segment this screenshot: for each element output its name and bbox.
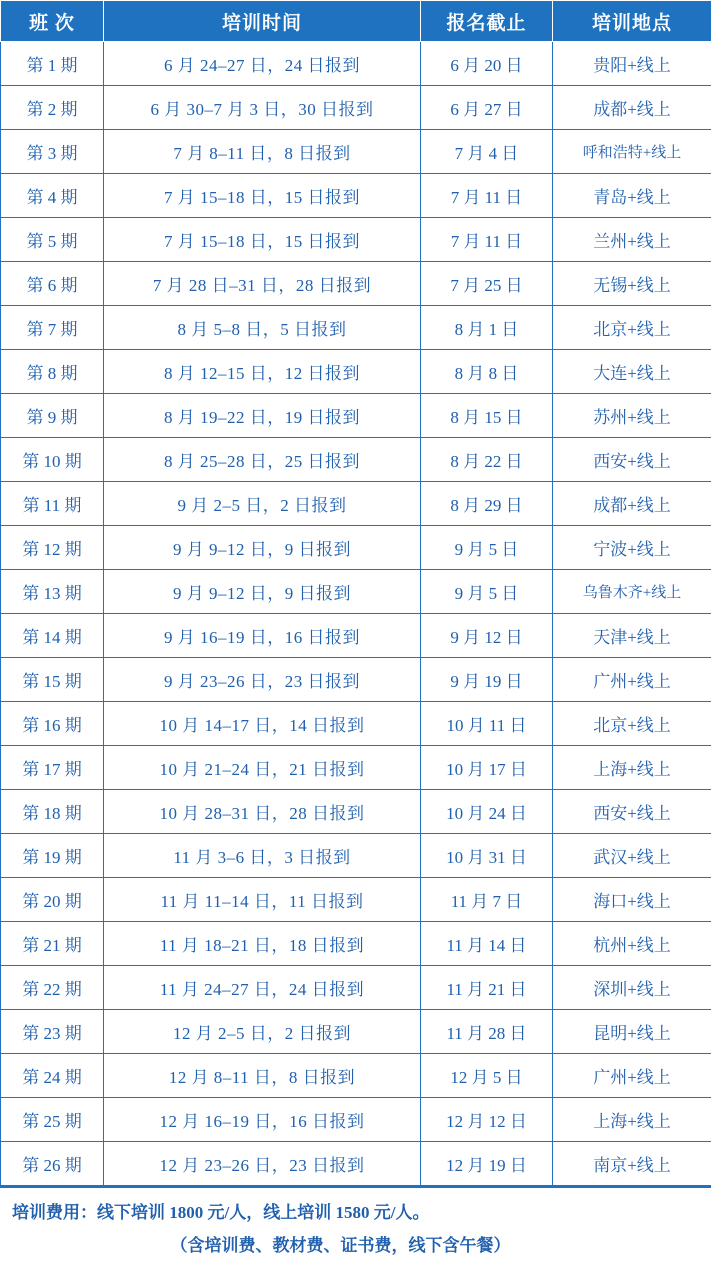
cell-time: 10 月 21–24 日，21 日报到 (104, 746, 421, 790)
cell-deadline: 9 月 5 日 (421, 526, 553, 570)
cell-place: 广州+线上 (553, 1054, 711, 1098)
table-row (1, 174, 711, 218)
cell-time: 7 月 8–11 日，8 日报到 (104, 130, 421, 174)
cell-deadline: 6 月 27 日 (421, 86, 553, 130)
cell-time: 9 月 23–26 日，23 日报到 (104, 658, 421, 702)
cell-time: 10 月 14–17 日，14 日报到 (104, 702, 421, 746)
table-row (1, 42, 711, 86)
cell-term: 第 9 期 (1, 394, 104, 438)
table-row (1, 966, 711, 1010)
cell-deadline: 7 月 11 日 (421, 174, 553, 218)
cell-time: 6 月 24–27 日，24 日报到 (104, 42, 421, 86)
table-row (1, 1098, 711, 1142)
cell-time: 8 月 12–15 日，12 日报到 (104, 350, 421, 394)
cell-deadline: 6 月 20 日 (421, 42, 553, 86)
table-row (1, 702, 711, 746)
table-row (1, 570, 711, 614)
cell-place: 广州+线上 (553, 658, 711, 702)
cell-time: 8 月 19–22 日，19 日报到 (104, 394, 421, 438)
cell-deadline: 7 月 4 日 (421, 130, 553, 174)
cell-place: 海口+线上 (553, 878, 711, 922)
cell-time: 7 月 15–18 日，15 日报到 (104, 218, 421, 262)
cell-place: 天津+线上 (553, 614, 711, 658)
cell-time: 12 月 16–19 日，16 日报到 (104, 1098, 421, 1142)
cell-deadline: 10 月 17 日 (421, 746, 553, 790)
table-row (1, 130, 711, 174)
cell-term: 第 20 期 (1, 878, 104, 922)
cell-place: 西安+线上 (553, 790, 711, 834)
cell-place: 兰州+线上 (553, 218, 711, 262)
cell-term: 第 12 期 (1, 526, 104, 570)
cell-time: 9 月 16–19 日，16 日报到 (104, 614, 421, 658)
cell-term: 第 6 期 (1, 262, 104, 306)
cell-time: 6 月 30–7 月 3 日，30 日报到 (104, 86, 421, 130)
fee-line: 培训费用：线下培训 1800 元/人，线上培训 1580 元/人。 (0, 1198, 711, 1223)
cell-term: 第 17 期 (1, 746, 104, 790)
cell-time: 10 月 28–31 日，28 日报到 (104, 790, 421, 834)
cell-deadline: 8 月 15 日 (421, 394, 553, 438)
table-row (1, 526, 711, 570)
column-header-time: 培训时间 (104, 1, 421, 42)
table-row (1, 218, 711, 262)
cell-term: 第 2 期 (1, 86, 104, 130)
cell-term: 第 22 期 (1, 966, 104, 1010)
cell-deadline: 8 月 22 日 (421, 438, 553, 482)
table-row (1, 350, 711, 394)
cell-term: 第 11 期 (1, 482, 104, 526)
cell-deadline: 8 月 29 日 (421, 482, 553, 526)
cell-time: 9 月 9–12 日，9 日报到 (104, 570, 421, 614)
cell-deadline: 8 月 8 日 (421, 350, 553, 394)
cell-place: 南京+线上 (553, 1142, 711, 1186)
cell-deadline: 9 月 5 日 (421, 570, 553, 614)
cell-place: 呼和浩特+线上 (553, 130, 711, 174)
cell-deadline: 7 月 25 日 (421, 262, 553, 306)
cell-term: 第 15 期 (1, 658, 104, 702)
table-row (1, 1010, 711, 1054)
cell-time: 12 月 2–5 日，2 日报到 (104, 1010, 421, 1054)
column-header-deadline: 报名截止 (421, 1, 553, 42)
cell-place: 昆明+线上 (553, 1010, 711, 1054)
cell-place: 深圳+线上 (553, 966, 711, 1010)
table-row (1, 922, 711, 966)
table-row (1, 614, 711, 658)
cell-term: 第 7 期 (1, 306, 104, 350)
table-row (1, 306, 711, 350)
cell-place: 杭州+线上 (553, 922, 711, 966)
cell-place: 贵阳+线上 (553, 42, 711, 86)
cell-deadline: 11 月 7 日 (421, 878, 553, 922)
cell-place: 青岛+线上 (553, 174, 711, 218)
cell-term: 第 3 期 (1, 130, 104, 174)
cell-place: 北京+线上 (553, 306, 711, 350)
cell-deadline: 11 月 28 日 (421, 1010, 553, 1054)
cell-term: 第 8 期 (1, 350, 104, 394)
cell-place: 乌鲁木齐+线上 (553, 570, 711, 614)
cell-time: 8 月 25–28 日，25 日报到 (104, 438, 421, 482)
column-header-place: 培训地点 (553, 1, 711, 42)
cell-term: 第 19 期 (1, 834, 104, 878)
cell-deadline: 12 月 19 日 (421, 1142, 553, 1186)
cell-deadline: 9 月 19 日 (421, 658, 553, 702)
table-body (1, 42, 711, 1186)
cell-time: 7 月 28 日–31 日，28 日报到 (104, 262, 421, 306)
cell-time: 12 月 23–26 日，23 日报到 (104, 1142, 421, 1186)
cell-deadline: 12 月 5 日 (421, 1054, 553, 1098)
cell-time: 11 月 11–14 日，11 日报到 (104, 878, 421, 922)
cell-term: 第 1 期 (1, 42, 104, 86)
cell-place: 宁波+线上 (553, 526, 711, 570)
cell-time: 11 月 24–27 日，24 日报到 (104, 966, 421, 1010)
cell-term: 第 5 期 (1, 218, 104, 262)
cell-deadline: 10 月 31 日 (421, 834, 553, 878)
cell-term: 第 25 期 (1, 1098, 104, 1142)
table-row (1, 1054, 711, 1098)
table-row (1, 790, 711, 834)
cell-term: 第 13 期 (1, 570, 104, 614)
cell-place: 成都+线上 (553, 86, 711, 130)
table-row (1, 394, 711, 438)
cell-time: 8 月 5–8 日，5 日报到 (104, 306, 421, 350)
cell-term: 第 23 期 (1, 1010, 104, 1054)
table-row (1, 438, 711, 482)
cell-term: 第 21 期 (1, 922, 104, 966)
fee-note-line: （含培训费、教材费、证书费，线下含午餐） (0, 1231, 711, 1256)
cell-deadline: 11 月 14 日 (421, 922, 553, 966)
cell-deadline: 10 月 24 日 (421, 790, 553, 834)
cell-place: 苏州+线上 (553, 394, 711, 438)
cell-place: 武汉+线上 (553, 834, 711, 878)
cell-place: 北京+线上 (553, 702, 711, 746)
cell-place: 上海+线上 (553, 746, 711, 790)
cell-term: 第 14 期 (1, 614, 104, 658)
table-row (1, 746, 711, 790)
cell-deadline: 11 月 21 日 (421, 966, 553, 1010)
table-row (1, 1142, 711, 1186)
cell-place: 成都+线上 (553, 482, 711, 526)
cell-term: 第 18 期 (1, 790, 104, 834)
table-row (1, 482, 711, 526)
cell-place: 西安+线上 (553, 438, 711, 482)
cell-deadline: 8 月 1 日 (421, 306, 553, 350)
cell-place: 上海+线上 (553, 1098, 711, 1142)
table-header-row (1, 1, 711, 42)
cell-deadline: 7 月 11 日 (421, 218, 553, 262)
table-row (1, 658, 711, 702)
table-row (1, 86, 711, 130)
cell-term: 第 4 期 (1, 174, 104, 218)
cell-time: 9 月 2–5 日，2 日报到 (104, 482, 421, 526)
cell-deadline: 12 月 12 日 (421, 1098, 553, 1142)
cell-term: 第 26 期 (1, 1142, 104, 1186)
table-row (1, 834, 711, 878)
column-header-term: 班 次 (1, 1, 104, 42)
cell-time: 7 月 15–18 日，15 日报到 (104, 174, 421, 218)
cell-term: 第 10 期 (1, 438, 104, 482)
footer-notes (0, 1186, 711, 1262)
cell-deadline: 9 月 12 日 (421, 614, 553, 658)
cell-time: 12 月 8–11 日，8 日报到 (104, 1054, 421, 1098)
cell-time: 11 月 18–21 日，18 日报到 (104, 922, 421, 966)
table-row (1, 878, 711, 922)
table-row (1, 262, 711, 306)
cell-time: 11 月 3–6 日，3 日报到 (104, 834, 421, 878)
cell-deadline: 10 月 11 日 (421, 702, 553, 746)
cell-place: 无锡+线上 (553, 262, 711, 306)
cell-term: 第 16 期 (1, 702, 104, 746)
cell-place: 大连+线上 (553, 350, 711, 394)
cell-time: 9 月 9–12 日，9 日报到 (104, 526, 421, 570)
cell-term: 第 24 期 (1, 1054, 104, 1098)
